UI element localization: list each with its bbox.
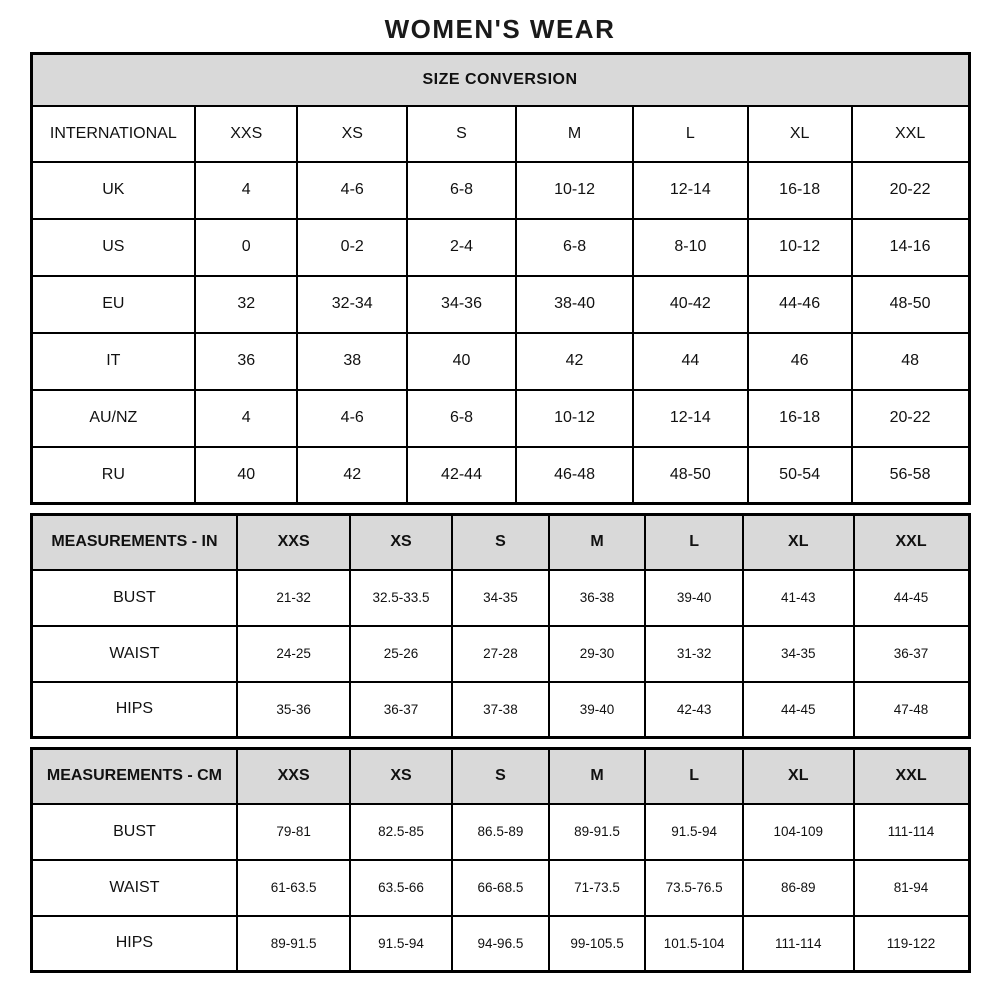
table-row (31, 390, 969, 447)
size-cell: 0-2 (297, 219, 407, 276)
measurement-cell: 39-40 (549, 682, 646, 738)
column-header: XXL (852, 106, 969, 162)
table-row (31, 106, 969, 162)
size-cell: 34-36 (407, 276, 516, 333)
column-header: S (452, 749, 549, 804)
column-header: S (452, 515, 549, 570)
size-cell: 10-12 (516, 390, 633, 447)
row-label: RU (31, 447, 195, 504)
row-label: US (31, 219, 195, 276)
size-cell: 12-14 (633, 390, 747, 447)
size-cell: 36 (195, 333, 297, 390)
measurement-cell: 41-43 (743, 570, 854, 626)
measurement-cell: 73.5-76.5 (645, 860, 743, 916)
column-header: XXL (854, 515, 969, 570)
measurement-cell: 111-114 (854, 804, 969, 860)
table-row (31, 54, 969, 106)
measurement-cell: 101.5-104 (645, 916, 743, 972)
measurement-cell: 39-40 (645, 570, 743, 626)
column-header: XS (297, 106, 407, 162)
column-header: XXS (195, 106, 297, 162)
size-cell: 46 (748, 333, 852, 390)
size-cell: 44-46 (748, 276, 852, 333)
table-row (31, 626, 969, 682)
column-header: L (633, 106, 747, 162)
measurements-cm-table (30, 747, 971, 973)
size-cell: 8-10 (633, 219, 747, 276)
size-cell: 10-12 (748, 219, 852, 276)
measurement-cell: 47-48 (854, 682, 969, 738)
column-header: M (549, 515, 646, 570)
size-cell: 6-8 (407, 162, 516, 219)
size-cell: 40 (195, 447, 297, 504)
measurement-cell: 36-38 (549, 570, 646, 626)
table-row (31, 515, 969, 570)
size-cell: 4-6 (297, 390, 407, 447)
table-row (31, 276, 969, 333)
measurement-cell: 86-89 (743, 860, 854, 916)
measurement-cell: 81-94 (854, 860, 969, 916)
measurement-cell: 66-68.5 (452, 860, 549, 916)
table-row (31, 219, 969, 276)
row-label: HIPS (31, 682, 237, 738)
table-caption: MEASUREMENTS - CM (31, 749, 237, 804)
size-cell: 40-42 (633, 276, 747, 333)
column-header: L (645, 515, 743, 570)
column-header: L (645, 749, 743, 804)
row-label: IT (31, 333, 195, 390)
table-row (31, 860, 969, 916)
size-cell: 6-8 (407, 390, 516, 447)
measurement-cell: 91.5-94 (350, 916, 452, 972)
size-cell: 56-58 (852, 447, 969, 504)
table-row (31, 333, 969, 390)
size-cell: 20-22 (852, 162, 969, 219)
column-header: XXS (237, 515, 350, 570)
size-cell: 38 (297, 333, 407, 390)
size-cell: 10-12 (516, 162, 633, 219)
measurement-cell: 91.5-94 (645, 804, 743, 860)
size-cell: 12-14 (633, 162, 747, 219)
measurement-cell: 44-45 (854, 570, 969, 626)
size-cell: 2-4 (407, 219, 516, 276)
size-cell: 42 (516, 333, 633, 390)
size-cell: 4 (195, 162, 297, 219)
column-header: INTERNATIONAL (31, 106, 195, 162)
column-header: XS (350, 515, 452, 570)
row-label: WAIST (31, 626, 237, 682)
size-cell: 4-6 (297, 162, 407, 219)
size-cell: 48-50 (852, 276, 969, 333)
measurement-cell: 111-114 (743, 916, 854, 972)
column-header: XXS (237, 749, 350, 804)
size-cell: 38-40 (516, 276, 633, 333)
table-caption: SIZE CONVERSION (31, 54, 969, 106)
size-cell: 32-34 (297, 276, 407, 333)
table-row (31, 804, 969, 860)
measurement-cell: 82.5-85 (350, 804, 452, 860)
table-row (31, 570, 969, 626)
measurement-cell: 104-109 (743, 804, 854, 860)
column-header: XS (350, 749, 452, 804)
size-cell: 0 (195, 219, 297, 276)
measurement-cell: 35-36 (237, 682, 350, 738)
measurement-cell: 37-38 (452, 682, 549, 738)
size-cell: 48-50 (633, 447, 747, 504)
size-cell: 16-18 (748, 390, 852, 447)
column-header: XL (743, 515, 854, 570)
size-cell: 32 (195, 276, 297, 333)
column-header: XXL (854, 749, 969, 804)
measurement-cell: 63.5-66 (350, 860, 452, 916)
size-cell: 50-54 (748, 447, 852, 504)
size-cell: 46-48 (516, 447, 633, 504)
size-cell: 40 (407, 333, 516, 390)
table-row (31, 682, 969, 738)
measurement-cell: 27-28 (452, 626, 549, 682)
measurement-cell: 42-43 (645, 682, 743, 738)
measurement-cell: 21-32 (237, 570, 350, 626)
measurement-cell: 34-35 (452, 570, 549, 626)
size-cell: 44 (633, 333, 747, 390)
measurement-cell: 34-35 (743, 626, 854, 682)
measurements-in-table (30, 513, 971, 739)
measurement-cell: 119-122 (854, 916, 969, 972)
column-header: M (516, 106, 633, 162)
row-label: BUST (31, 570, 237, 626)
measurement-cell: 79-81 (237, 804, 350, 860)
size-cell: 6-8 (516, 219, 633, 276)
measurement-cell: 71-73.5 (549, 860, 646, 916)
column-header: XL (748, 106, 852, 162)
measurement-cell: 44-45 (743, 682, 854, 738)
measurement-cell: 89-91.5 (237, 916, 350, 972)
row-label: WAIST (31, 860, 237, 916)
table-row (31, 749, 969, 804)
measurement-cell: 25-26 (350, 626, 452, 682)
row-label: BUST (31, 804, 237, 860)
measurement-cell: 24-25 (237, 626, 350, 682)
size-cell: 42-44 (407, 447, 516, 504)
size-cell: 20-22 (852, 390, 969, 447)
measurement-cell: 61-63.5 (237, 860, 350, 916)
size-conversion-table (30, 52, 971, 505)
row-label: EU (31, 276, 195, 333)
table-caption: MEASUREMENTS - IN (31, 515, 237, 570)
measurement-cell: 99-105.5 (549, 916, 646, 972)
page-title: WOMEN'S WEAR (384, 14, 616, 44)
measurement-cell: 29-30 (549, 626, 646, 682)
row-label: HIPS (31, 916, 237, 972)
size-cell: 14-16 (852, 219, 969, 276)
measurement-cell: 94-96.5 (452, 916, 549, 972)
table-row (31, 916, 969, 972)
size-cell: 42 (297, 447, 407, 504)
column-header: M (549, 749, 646, 804)
size-cell: 48 (852, 333, 969, 390)
measurement-cell: 36-37 (350, 682, 452, 738)
column-header: S (407, 106, 516, 162)
measurement-cell: 89-91.5 (549, 804, 646, 860)
size-cell: 4 (195, 390, 297, 447)
measurement-cell: 36-37 (854, 626, 969, 682)
row-label: UK (31, 162, 195, 219)
column-header: XL (743, 749, 854, 804)
size-cell: 16-18 (748, 162, 852, 219)
measurement-cell: 31-32 (645, 626, 743, 682)
table-row (31, 162, 969, 219)
table-row (31, 447, 969, 504)
measurement-cell: 86.5-89 (452, 804, 549, 860)
row-label: AU/NZ (31, 390, 195, 447)
measurement-cell: 32.5-33.5 (350, 570, 452, 626)
